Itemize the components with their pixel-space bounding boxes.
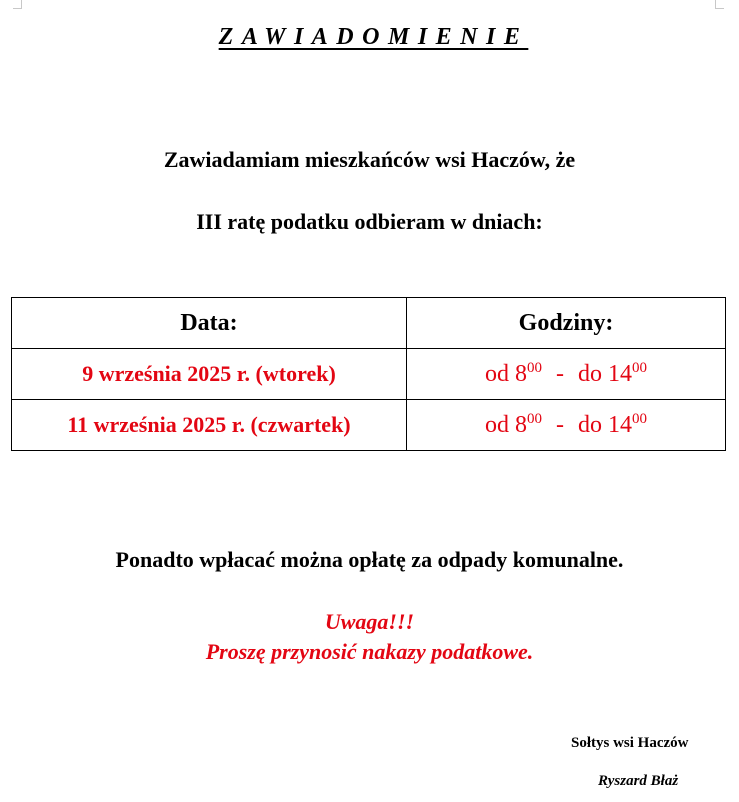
warning-text: Proszę przynosić nakazy podatkowe. <box>205 639 534 664</box>
hours-to-superscript: 00 <box>632 359 647 376</box>
hours-to-superscript: 00 <box>632 410 647 427</box>
table-row <box>12 349 726 400</box>
intro-line-2: III ratę podatku odbieram w dniach: <box>196 209 543 234</box>
hours-from-superscript: 00 <box>527 410 542 427</box>
hours-from-superscript: 00 <box>527 359 542 376</box>
document-title-text: ZAWIADOMIENIE <box>218 24 529 50</box>
warning-title: Uwaga!!! <box>324 609 415 634</box>
hours-cell <box>407 400 726 451</box>
hours-cell <box>407 349 726 400</box>
hours-separator: - <box>556 411 564 438</box>
schedule-table <box>11 297 726 451</box>
table-row <box>12 400 726 451</box>
hours-to-label: do 14 <box>578 411 632 438</box>
hours-to-label: do 14 <box>578 360 632 387</box>
signature-role: Sołtys wsi Haczów <box>571 735 689 751</box>
table-header-row <box>12 298 726 349</box>
intro-line-1: Zawiadamiam mieszkańców wsi Haczów, że <box>163 147 576 172</box>
signature-name: Ryszard Błaż <box>598 773 679 789</box>
date-cell: 9 września 2025 r. (wtorek) <box>12 349 407 400</box>
header-hours: Godziny: <box>407 298 726 349</box>
page-corner-mark-right <box>715 0 724 9</box>
page-corner-mark-left <box>13 0 22 9</box>
hours-separator: - <box>556 360 564 387</box>
hours-from-label: od 8 <box>485 411 527 438</box>
date-cell: 11 września 2025 r. (czwartek) <box>12 400 407 451</box>
header-date: Data: <box>12 298 407 349</box>
document-title <box>0 22 739 52</box>
extra-info: Ponadto wpłacać można opłatę za odpady komunalne. <box>115 547 624 572</box>
hours-from-label: od 8 <box>485 360 527 387</box>
